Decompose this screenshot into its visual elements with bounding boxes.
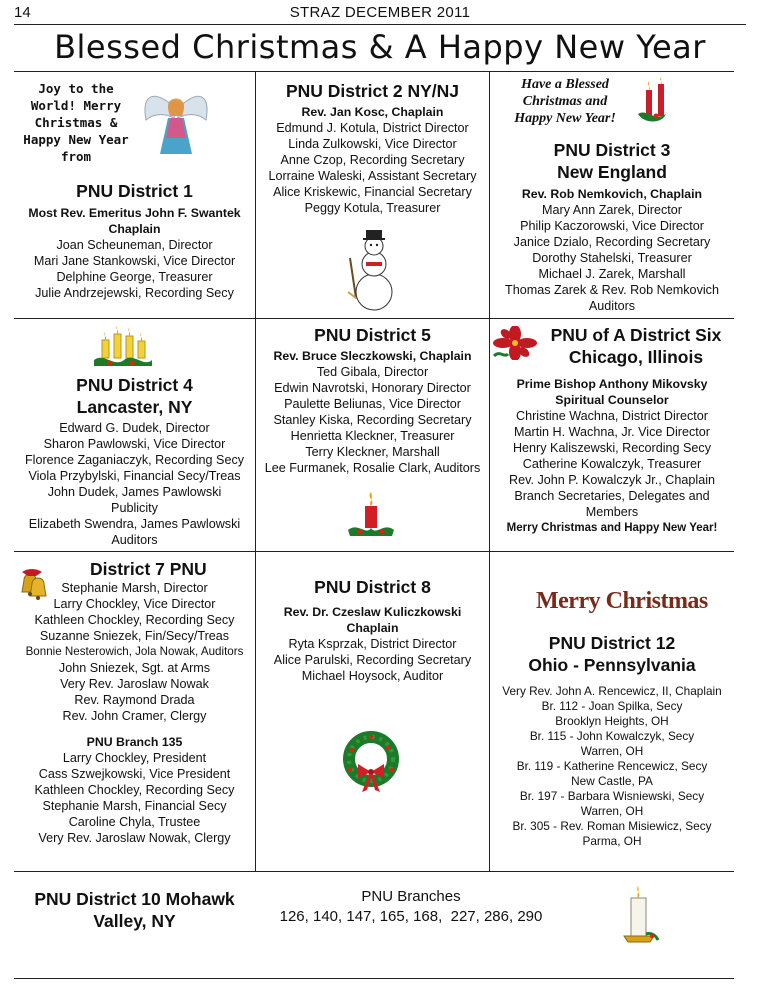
district-10-branches <box>256 887 566 927</box>
grid-rule-top <box>14 71 734 72</box>
d7-title: District 7 PNU <box>90 559 207 579</box>
d4-title: PNU District 4 <box>76 375 193 395</box>
branches-list: 126, 140, 147, 165, 168, 227, 286, 290 <box>279 908 543 925</box>
poinsettia-icon <box>492 326 538 360</box>
d1-title: PNU District 1 <box>76 181 193 201</box>
d6-title: PNU of A District Six Chicago, Illinois <box>550 325 722 367</box>
grid-rule-bottom <box>14 978 734 979</box>
page-number: 14 <box>14 4 31 21</box>
candles-wreath-icon <box>92 326 154 368</box>
d12-title: PNU District 12 <box>548 633 676 653</box>
d5-title: PNU District 5 <box>314 325 431 345</box>
d3-title: PNU District 3 <box>553 140 671 160</box>
wreath-icon <box>340 728 402 794</box>
district-8: PNU District 8 Rev. Dr. Czeslaw Kuliczkowski Chaplain Ryta Ksprzak, District Director Alice Parulski, Recording Secretary Michael Hoysock, Auditor <box>256 576 489 684</box>
district-12: PNU District 12 Ohio - Pennsylvania Very Rev. John A. Rencewicz, II, Chaplain Br. 112 - Joan Spilka, Secy Brooklyn Heights, OH Br. 115 - John Kowalczyk, Secy Warren, OH Br. 119 - Katherine Rencewicz, Secy New Castle, PA Br. 197 - Barbara Wisniewski, Secy Warren, OH Br. 305 - Rev. Roman Misiewicz, Secy Parma, OH <box>490 632 734 849</box>
d2-title: PNU District 2 NY/NJ <box>285 81 460 101</box>
header-rule <box>14 24 746 25</box>
district-10-title: PNU District 10 Mohawk Valley, NY <box>34 889 235 931</box>
running-title: STRAZ DECEMBER 2011 <box>289 4 471 21</box>
candles-holly-icon <box>636 78 676 124</box>
grid-rule-row4 <box>14 871 734 872</box>
d7-branch-title: PNU Branch 135 <box>86 735 183 749</box>
district-2: PNU District 2 NY/NJ Rev. Jan Kosc, Chaplain Edmund J. Kotula, District Director Linda Zulkowski, Vice Director Anne Czop, Recording Secretary Lorraine Waleski, Assistant Secretary Alice Kriskewic, Financial Secretary Peggy Kotula, Treasurer <box>256 80 489 216</box>
d6-closing: Merry Christmas and Happy New Year! <box>506 522 718 534</box>
district-6: Prime Bishop Anthony Mikovsky Spiritual Counselor Christine Wachna, District Director Martin H. Wachna, Jr. Vice Director Henry Kaliszewski, Recording Secy Catherine Kowalczyk, Treasurer Rev. John P. Kowalczyk Jr., Chaplain Branch Secretaries, Delegates and Members Merry Christmas and Happy New Year! <box>490 376 734 536</box>
d1-greeting: Joy to the World! Merry Christmas & Happy New Year from <box>23 81 129 164</box>
district-5: PNU District 5 Rev. Bruce Sleczkowski, Chaplain Ted Gibala, Director Edwin Navrotski, Honorary Director Paulette Beliunas, Vice Director Stanley Kiska, Recording Secretary Henrietta Kleckner, Treasurer Terry Kleckner, Marshall Lee Furmanek, Rosalie Clark, Auditors <box>256 324 489 476</box>
district-7: District 7 PNU Stephanie Marsh, Director Larry Chockley, Vice Director Kathleen Chockley, Recording Secy Suzanne Sniezek, Fin/Secy/Treas Bonnie Nesterowich, Jola Nowak, Auditors John Sniezek, Sgt. at Arms Very Rev. Jaroslaw Nowak Rev. Raymond Drada Rev. John Cramer, Clergy PNU Branch 135 Larry Chockley, President Cass Szwejkowski, Vice President Kathleen Chockley, Recording Secy Stephanie Marsh, Financial Secy Caroline Chyla, Trustee Very Rev. Jaroslaw Nowak, Clergy <box>14 558 255 846</box>
branches-label: PNU Branches <box>361 888 461 905</box>
d3-greeting: Have a Blessed Christmas and Happy New Year! <box>514 77 616 126</box>
candle-icon <box>346 490 396 538</box>
district-3: PNU District 3 New England Rev. Rob Nemkovich, Chaplain Mary Ann Zarek, Director Philip Kaczorowski, Vice Director Janice Dzialo, Recording Secretary Dorothy Stahelski, Treasurer Michael J. Zarek, Marshall Thomas Zarek & Rev. Rob Nemkovich Auditors <box>490 139 734 314</box>
grid-rule-row2 <box>14 318 734 319</box>
candle-holder-icon <box>620 884 660 946</box>
angel-icon <box>140 78 212 156</box>
grid-rule-row3 <box>14 551 734 552</box>
d12-banner: Merry Christmas <box>536 588 708 614</box>
district-4: PNU District 4 Lancaster, NY Edward G. Dudek, Director Sharon Pawlowski, Vice Director Florence Zaganiaczyk, Recording Secy Viola Przybylski, Financial Secy/Treas John Dudek, James Pawlowski Publicity Elizabeth Swendra, James Pawlowski Auditors <box>14 374 255 548</box>
snowman-icon <box>346 228 396 312</box>
d8-title: PNU District 8 <box>314 577 431 597</box>
page-headline: Blessed Christmas & A Happy New Year <box>54 28 706 66</box>
district-1: PNU District 1 Most Rev. Emeritus John F. Swantek Chaplain Joan Scheuneman, Director Mari Jane Stankowski, Vice Director Delphine George, Treasurer Julie Andrzejewski, Recording Secy <box>14 180 255 301</box>
